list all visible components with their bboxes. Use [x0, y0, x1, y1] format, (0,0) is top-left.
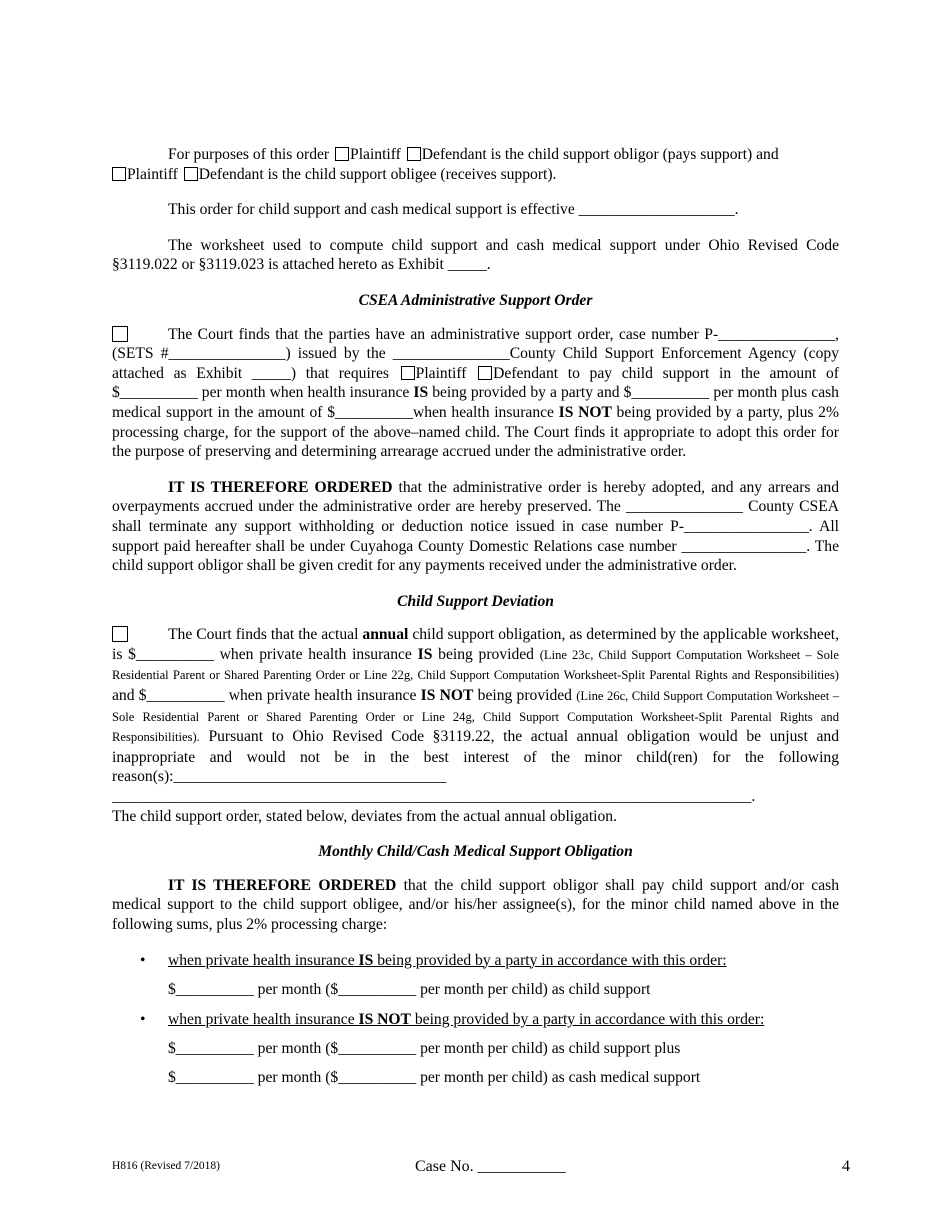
amount-line-1[interactable]: $__________ per month ($__________ per month per child) as child support: [168, 981, 651, 999]
deviation-small-2: (Line 26c, Child Support Computation Worksheet – Sole Residential Parent or Shared Parenting Order or Line 24g, Child Support Computation Worksheet-Split Parental Rights and Responsibilities).: [112, 689, 840, 745]
amount-line-3[interactable]: $__________ per month ($__________ per month per child) as cash medical support: [168, 1068, 701, 1086]
effective-date-line[interactable]: This order for child support and cash medical support is effective ____________________.: [168, 201, 739, 219]
csea-is: IS: [413, 384, 429, 402]
csea-checkbox[interactable]: [112, 326, 128, 342]
deviation-is: IS: [417, 645, 433, 663]
obligation-list: [112, 951, 839, 1088]
obligor-defendant-checkbox[interactable]: [407, 147, 421, 161]
csea-heading: CSEA Administrative Support Order: [358, 291, 593, 309]
deviation-paragraph: [112, 625, 839, 787]
bullet1-text-b: IS: [358, 951, 374, 969]
obligor-defendant-label: Defendant: [421, 146, 487, 163]
deviation-heading: Child Support Deviation: [397, 592, 554, 610]
deviation-annual: annual: [362, 626, 409, 644]
bullet-icon: •: [140, 951, 146, 969]
page-number: 4: [842, 1158, 850, 1175]
deviation-text-5: being provided: [477, 687, 572, 705]
csea-findings-paragraph: [112, 325, 839, 462]
obligee-defendant-label: Defendant: [198, 165, 264, 183]
csea-defendant-label: Defendant: [493, 364, 559, 382]
monthly-heading: Monthly Child/Cash Medical Support Obligation: [318, 843, 633, 861]
csea-text-4: being provided by a party, plus 2% processing charge, for the support of the above–named child. The Court finds it appropriate to adopt this order for the purpose of preserving and determining arrearage accrued under the administrative order.: [112, 403, 839, 461]
deviation-conclusion: The child support order, stated below, deviates from the actual annual obligation.: [112, 807, 618, 825]
list-item: [112, 1010, 839, 1030]
obligor-plaintiff-checkbox[interactable]: [335, 147, 349, 161]
csea-text-2: to pay child support in the amount of $__________ per month when health insurance: [112, 364, 839, 402]
csea-ordered-bold: IT IS THEREFORE ORDERED: [168, 478, 393, 496]
monthly-ordered-text: that the child support obligor shall pay child support and/or cash medical support to the child support obligee, and/or his/her assignee(s), for the minor child named above in the following sums, plus 2% processing charge:: [112, 876, 839, 933]
deviation-small-1: (Line 23c, Child Support Computation Worksheet – Sole Residential Parent or Shared Parenting Order or Line 22g, Child Support Computation Worksheet-Split Parental Rights and Responsibilities): [112, 647, 839, 683]
obligee-text: is the child support obligee (receives support).: [267, 165, 557, 183]
obligor-plaintiff-label: Plaintiff: [350, 146, 401, 163]
deviation-text-4: and $__________ when private health insurance: [112, 687, 417, 705]
monthly-ordered-paragraph: [112, 876, 839, 935]
worksheet-paragraph[interactable]: The worksheet used to compute child support and cash medical support under Ohio Revised Code §3119.022 or §3119.023 is attached hereto as Exhibit _____.: [112, 236, 839, 274]
obligee-plaintiff-label: Plaintiff: [127, 165, 178, 183]
list-item: [112, 951, 839, 971]
deviation-text-3: being provided: [438, 645, 534, 663]
csea-plaintiff-label: Plaintiff: [415, 364, 467, 382]
amount-line-2[interactable]: $__________ per month ($__________ per month per child) as child support plus: [168, 1040, 681, 1058]
csea-text-3: being provided by a party and $__________ per month plus cash medical support in the amount of $__________when health insurance: [112, 384, 839, 421]
deviation-checkbox[interactable]: [112, 626, 128, 642]
bullet2-text-a: when private health insurance: [168, 1010, 355, 1028]
csea-defendant-checkbox[interactable]: [478, 366, 492, 380]
csea-is-not: IS NOT: [558, 403, 612, 421]
bullet2-text-c: being provided by a party in accordance with this order:: [414, 1010, 765, 1028]
csea-ordered-text: that the administrative order is hereby adopted, and any arrears and overpayments accrued under the administrative order are hereby preserved. The _______________ County CSEA shall terminate any support withholding or deduction notice issued in case number P-________________. All support paid hereafter shall be under Cuyahoga County Domestic Relations case number ________________. The child support obligor shall be given credit for any payments received under the administrative order.: [112, 478, 840, 575]
deviation-is-not: IS NOT: [420, 687, 474, 705]
form-number: H816 (Revised 7/2018): [112, 1160, 220, 1172]
csea-plaintiff-checkbox[interactable]: [401, 366, 415, 380]
parties-paragraph: [112, 145, 839, 184]
obligee-plaintiff-checkbox[interactable]: [112, 167, 126, 181]
deviation-text-6: Pursuant to Ohio Revised Code §3119.22, the actual annual obligation would be unjust and inappropriate and would not be in the best interest of the minor child(ren) for the following reason(s):___________________________________: [112, 728, 839, 786]
csea-text-1: The Court finds that the parties have an administrative support order, case number P-_______________, (SETS #_______________) issued by the _______________County Child Support Enforcement Agency (copy attached as Exhibit _____) that requires: [112, 325, 839, 382]
csea-ordered-paragraph: [112, 478, 839, 576]
obligee-defendant-checkbox[interactable]: [184, 167, 198, 181]
obligor-text: is the child support obligor (pays support) and: [490, 146, 779, 163]
deviation-text-1: The Court finds that the actual: [168, 626, 359, 644]
monthly-ordered-bold: IT IS THEREFORE ORDERED: [168, 876, 397, 894]
deviation-reason-line[interactable]: __________________________________________________________________________________.: [112, 788, 756, 806]
parties-intro: For purposes of this order: [168, 146, 330, 163]
bullet2-text-b: IS NOT: [358, 1010, 411, 1028]
deviation-text-2: child support obligation, as determined by the applicable worksheet, is $__________ when private health insurance: [112, 626, 839, 663]
order-body: [112, 145, 839, 1088]
bullet1-text-a: when private health insurance: [168, 951, 355, 969]
bullet1-text-c: being provided by a party in accordance with this order:: [377, 951, 727, 969]
bullet-icon: •: [140, 1010, 146, 1028]
case-number-field[interactable]: Case No. ___________: [415, 1158, 566, 1175]
